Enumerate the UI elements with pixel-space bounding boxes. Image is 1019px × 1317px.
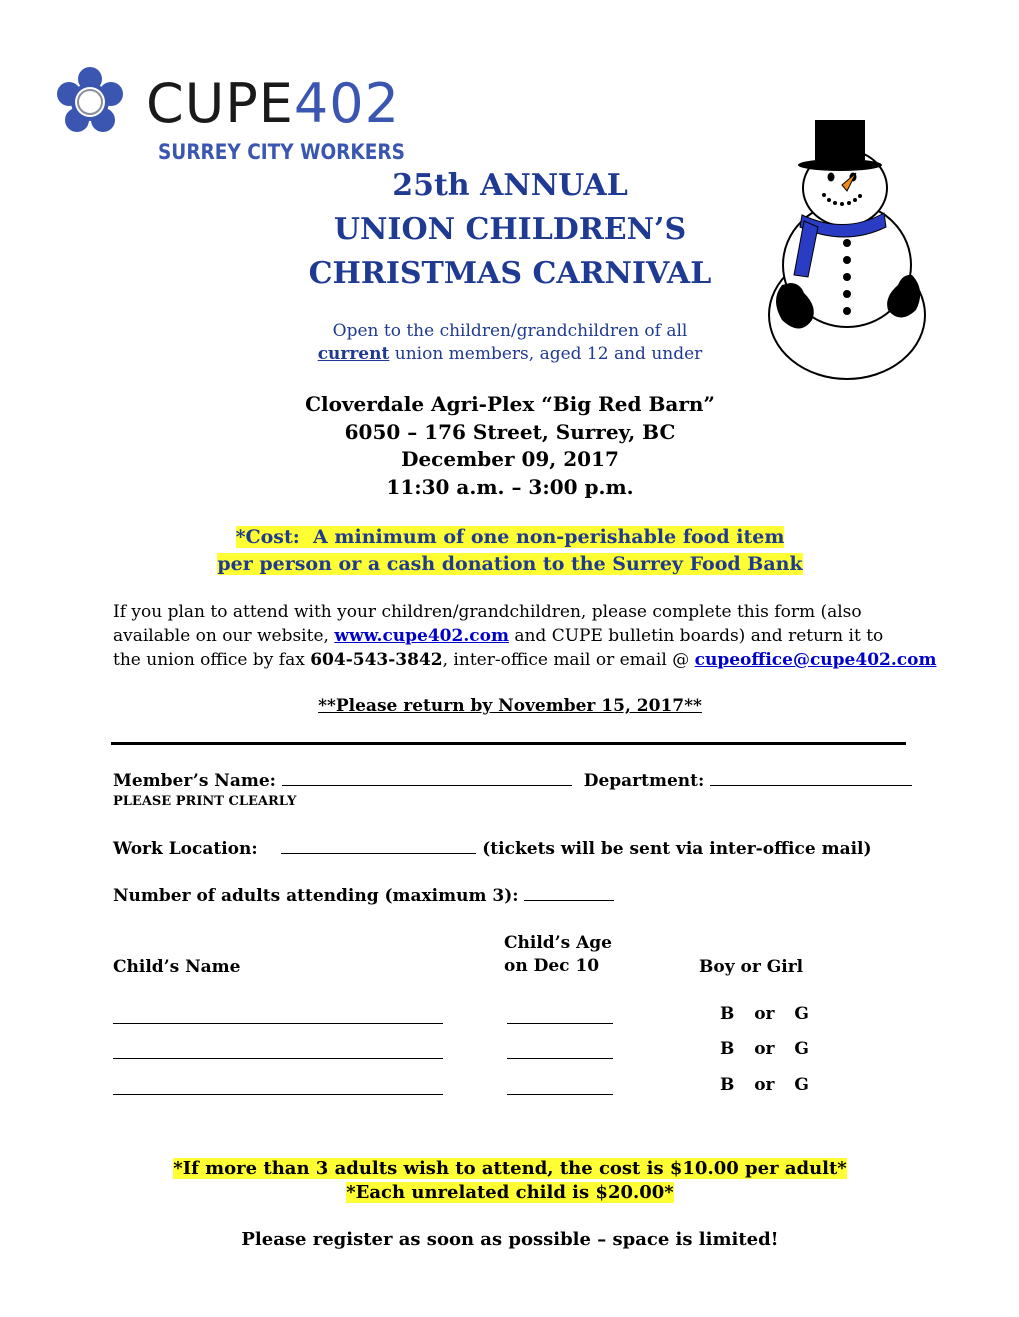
eligibility-line-2-rest: union members, aged 12 and under	[389, 344, 703, 364]
child-name-field[interactable]	[113, 1023, 443, 1024]
venue-name: Cloverdale Agri-Plex “Big Red Barn”	[305, 392, 715, 416]
child-age-field[interactable]	[507, 1094, 613, 1095]
logo-name: CUPE	[146, 72, 294, 135]
work-location-field[interactable]	[281, 837, 476, 854]
print-clearly-note: PLEASE PRINT CLEARLY	[113, 794, 297, 809]
current-emphasis: current	[317, 344, 390, 364]
logo-number: 402	[293, 72, 400, 135]
gender-option[interactable]: B or G	[720, 1004, 809, 1024]
logo-wordmark	[146, 72, 400, 136]
child-cost-note	[150, 1181, 870, 1205]
instructions-text: the union office by fax	[113, 650, 311, 670]
title-line-3: CHRISTMAS CARNIVAL	[308, 256, 712, 291]
gender-option[interactable]: B or G	[720, 1075, 809, 1095]
child-age-field[interactable]	[507, 1023, 613, 1024]
divider	[111, 742, 906, 745]
cupe-logo-icon	[55, 66, 125, 138]
work-location-label: Work Location:	[113, 839, 258, 859]
eligibility-line-2	[200, 343, 820, 366]
instructions-line-2	[113, 624, 883, 648]
title-line-2: UNION CHILDREN’S	[333, 212, 687, 247]
event-time: 11:30 a.m. – 3:00 p.m.	[386, 475, 634, 499]
venue-address: 6050 – 176 Street, Surrey, BC	[344, 420, 676, 444]
instructions-text: , inter-office mail or email @	[442, 650, 695, 670]
event-date: December 09, 2017	[401, 447, 619, 471]
column-child-age-line-1: Child’s Age	[504, 933, 612, 953]
website-link[interactable]: www.cupe402.com	[334, 626, 509, 646]
eligibility-line-1: Open to the children/grandchildren of all	[332, 321, 688, 341]
child-cost-highlight: *Each unrelated child is $20.00*	[346, 1182, 674, 1203]
adults-count-field[interactable]	[524, 884, 614, 901]
tickets-note: (tickets will be sent via inter-office mail)	[482, 839, 872, 859]
instructions-text: available on our website,	[113, 626, 335, 646]
instructions-line-1: If you plan to attend with your children/grandchildren, please complete this form (also	[113, 602, 862, 622]
adult-cost-highlight: *If more than 3 adults wish to attend, the cost is $10.00 per adult*	[173, 1158, 847, 1179]
member-name-label: Member’s Name:	[113, 771, 276, 791]
cost-line-2	[150, 551, 870, 577]
adults-row	[113, 884, 614, 908]
register-note: Please register as soon as possible – space is limited!	[241, 1229, 779, 1250]
logo-subtitle: SURREY CITY WORKERS	[158, 140, 405, 164]
member-name-field[interactable]	[282, 769, 572, 786]
cost-highlight-1: *Cost: A minimum of one non-perishable food item	[235, 526, 785, 548]
column-child-age-line-2: on Dec 10	[504, 956, 600, 976]
column-child-age	[504, 932, 612, 978]
department-field[interactable]	[710, 769, 912, 786]
return-deadline: **Please return by November 15, 2017**	[318, 696, 702, 716]
gender-option[interactable]: B or G	[720, 1039, 809, 1059]
instructions-line-3	[113, 648, 936, 672]
adult-cost-note	[150, 1157, 870, 1181]
instructions-text: and CUPE bulletin boards) and return it to	[508, 626, 884, 646]
column-gender: Boy or Girl	[699, 957, 804, 977]
work-row	[113, 837, 872, 861]
child-name-field[interactable]	[113, 1058, 443, 1059]
department-label: Department:	[583, 771, 705, 791]
cost-highlight-2: per person or a cash donation to the Surrey Food Bank	[217, 553, 803, 575]
adults-label: Number of adults attending (maximum 3):	[113, 886, 519, 906]
email-link[interactable]: cupeoffice@cupe402.com	[694, 650, 937, 670]
cost-line-1	[150, 524, 870, 550]
column-child-name: Child’s Name	[113, 957, 241, 977]
member-row	[113, 769, 912, 793]
fax-number: 604-543-3842	[310, 650, 443, 670]
title-line-1: 25th ANNUAL	[392, 168, 628, 203]
child-name-field[interactable]	[113, 1094, 443, 1095]
child-age-field[interactable]	[507, 1058, 613, 1059]
